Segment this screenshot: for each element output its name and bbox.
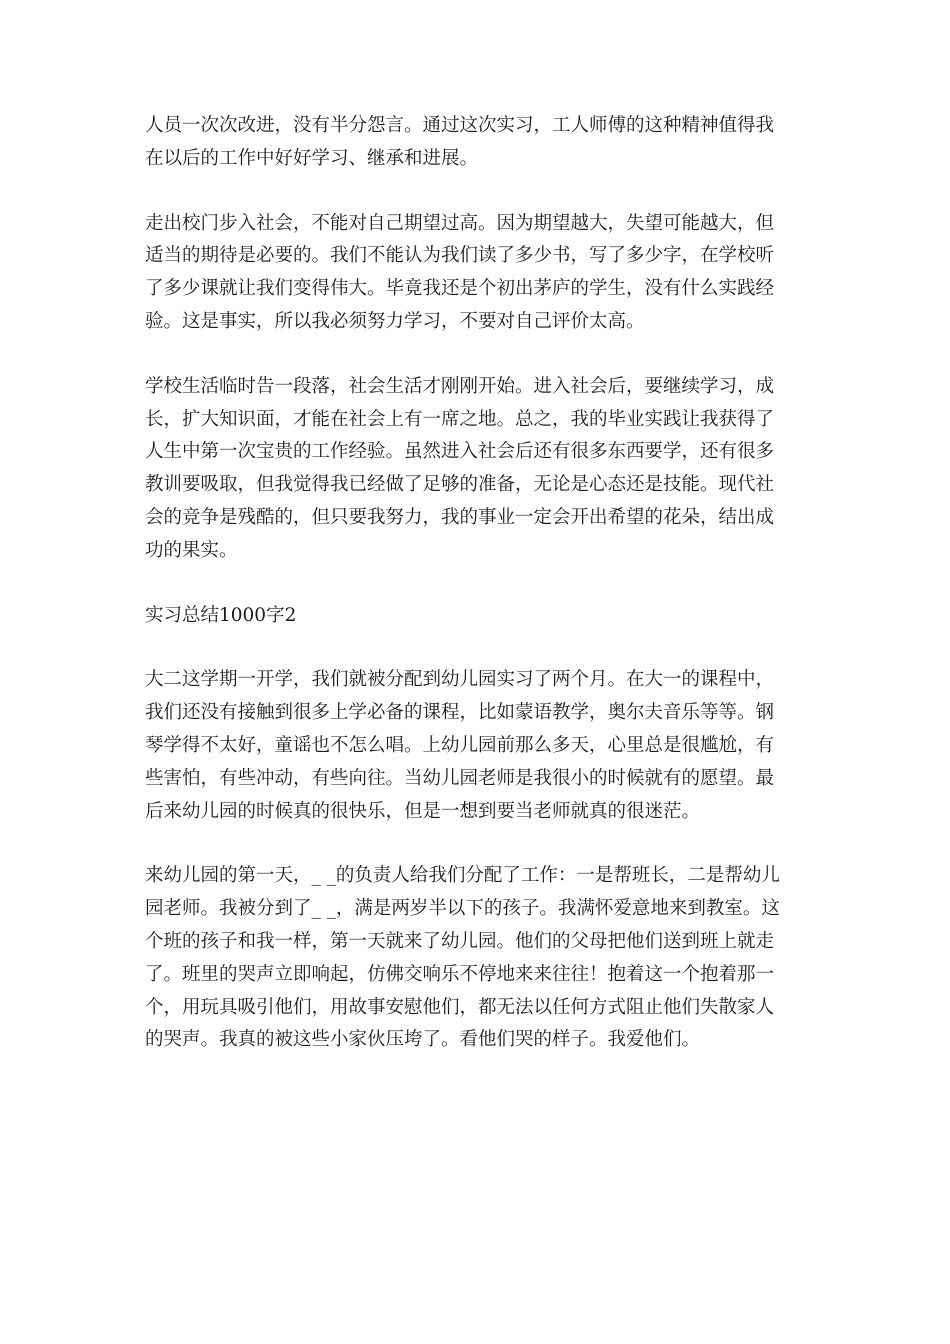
document-page <box>145 110 805 1089</box>
paragraph-2 <box>145 208 805 339</box>
text-line: 在以后的工作中好好学习、继承和进展。 <box>145 147 479 169</box>
text-line: 验。这是事实，所以我必须努力学习，不要对自己评价太高。 <box>145 310 645 332</box>
text-line: 些害怕，有些冲动，有些向往。当幼儿园老师是我很小的时候就有的愿望。最 <box>145 767 775 789</box>
text-line: 长，扩大知识面，才能在社会上有一席之地。总之，我的毕业实践让我获得了 <box>145 408 775 430</box>
text-line: 学校生活临时告一段落，社会生活才刚刚开始。进入社会后，要继续学习，成 <box>145 375 775 397</box>
text-line: 人生中第一次宝贵的工作经验。虽然进入社会后还有很多东西要学，还有很多 <box>145 441 775 463</box>
text-line: 教训要吸取，但我觉得我已经做了足够的准备，无论是心态还是技能。现代社 <box>145 474 775 496</box>
text-line: 功的果实。 <box>145 539 238 561</box>
text-line: 琴学得不太好，童谣也不怎么唱。上幼儿园前那么多天，心里总是很尴尬，有 <box>145 734 775 756</box>
text-line: 我们还没有接触到很多上学必备的课程，比如蒙语教学，奥尔夫音乐等等。钢 <box>145 702 775 724</box>
text-line: 走出校门步入社会，不能对自己期望过高。因为期望越大，失望可能越大，但 <box>145 212 775 234</box>
text-line: 会的竞争是残酷的，但只要我努力，我的事业一定会开出希望的花朵，结出成 <box>145 506 775 528</box>
text-line: 了多少课就让我们变得伟大。毕竟我还是个初出茅庐的学生，没有什么实践经 <box>145 278 775 300</box>
text-line: 大二这学期一开学，我们就被分配到幼儿园实习了两个月。在大一的课程中， <box>145 669 775 691</box>
text-line: 的哭声。我真的被这些小家伙压垮了。看他们哭的样子。我爱他们。 <box>145 1029 701 1051</box>
text-line: 后来幼儿园的时候真的很快乐，但是一想到要当老师就真的很迷茫。 <box>145 800 701 822</box>
text-line: 园老师。我被分到了_ _，满是两岁半以下的孩子。我满怀爱意地来到教室。这 <box>145 898 780 920</box>
text-line: 来幼儿园的第一天，_ _的负责人给我们分配了工作：一是帮班长，二是帮幼儿 <box>145 865 780 887</box>
text-line: 个，用玩具吸引他们，用故事安慰他们，都无法以任何方式阻止他们失散家人 <box>145 996 775 1018</box>
text-line: 了。班里的哭声立即响起，仿佛交响乐不停地来来往往！抱着这一个抱着那一 <box>145 963 775 985</box>
text-line: 人员一次次改进，没有半分怨言。通过这次实习，工人师傅的这种精神值得我 <box>145 115 775 136</box>
text-line: 个班的孩子和我一样，第一天就来了幼儿园。他们的父母把他们送到班上就走 <box>145 930 775 952</box>
paragraph-1 <box>145 110 805 176</box>
text-line: 适当的期待是必要的。我们不能认为我们读了多少书，写了多少字，在学校听 <box>145 245 775 267</box>
paragraph-4 <box>145 664 805 828</box>
section-heading: 实习总结1000字2 <box>145 604 297 626</box>
paragraph-3 <box>145 371 805 568</box>
paragraph-5 <box>145 860 805 1057</box>
